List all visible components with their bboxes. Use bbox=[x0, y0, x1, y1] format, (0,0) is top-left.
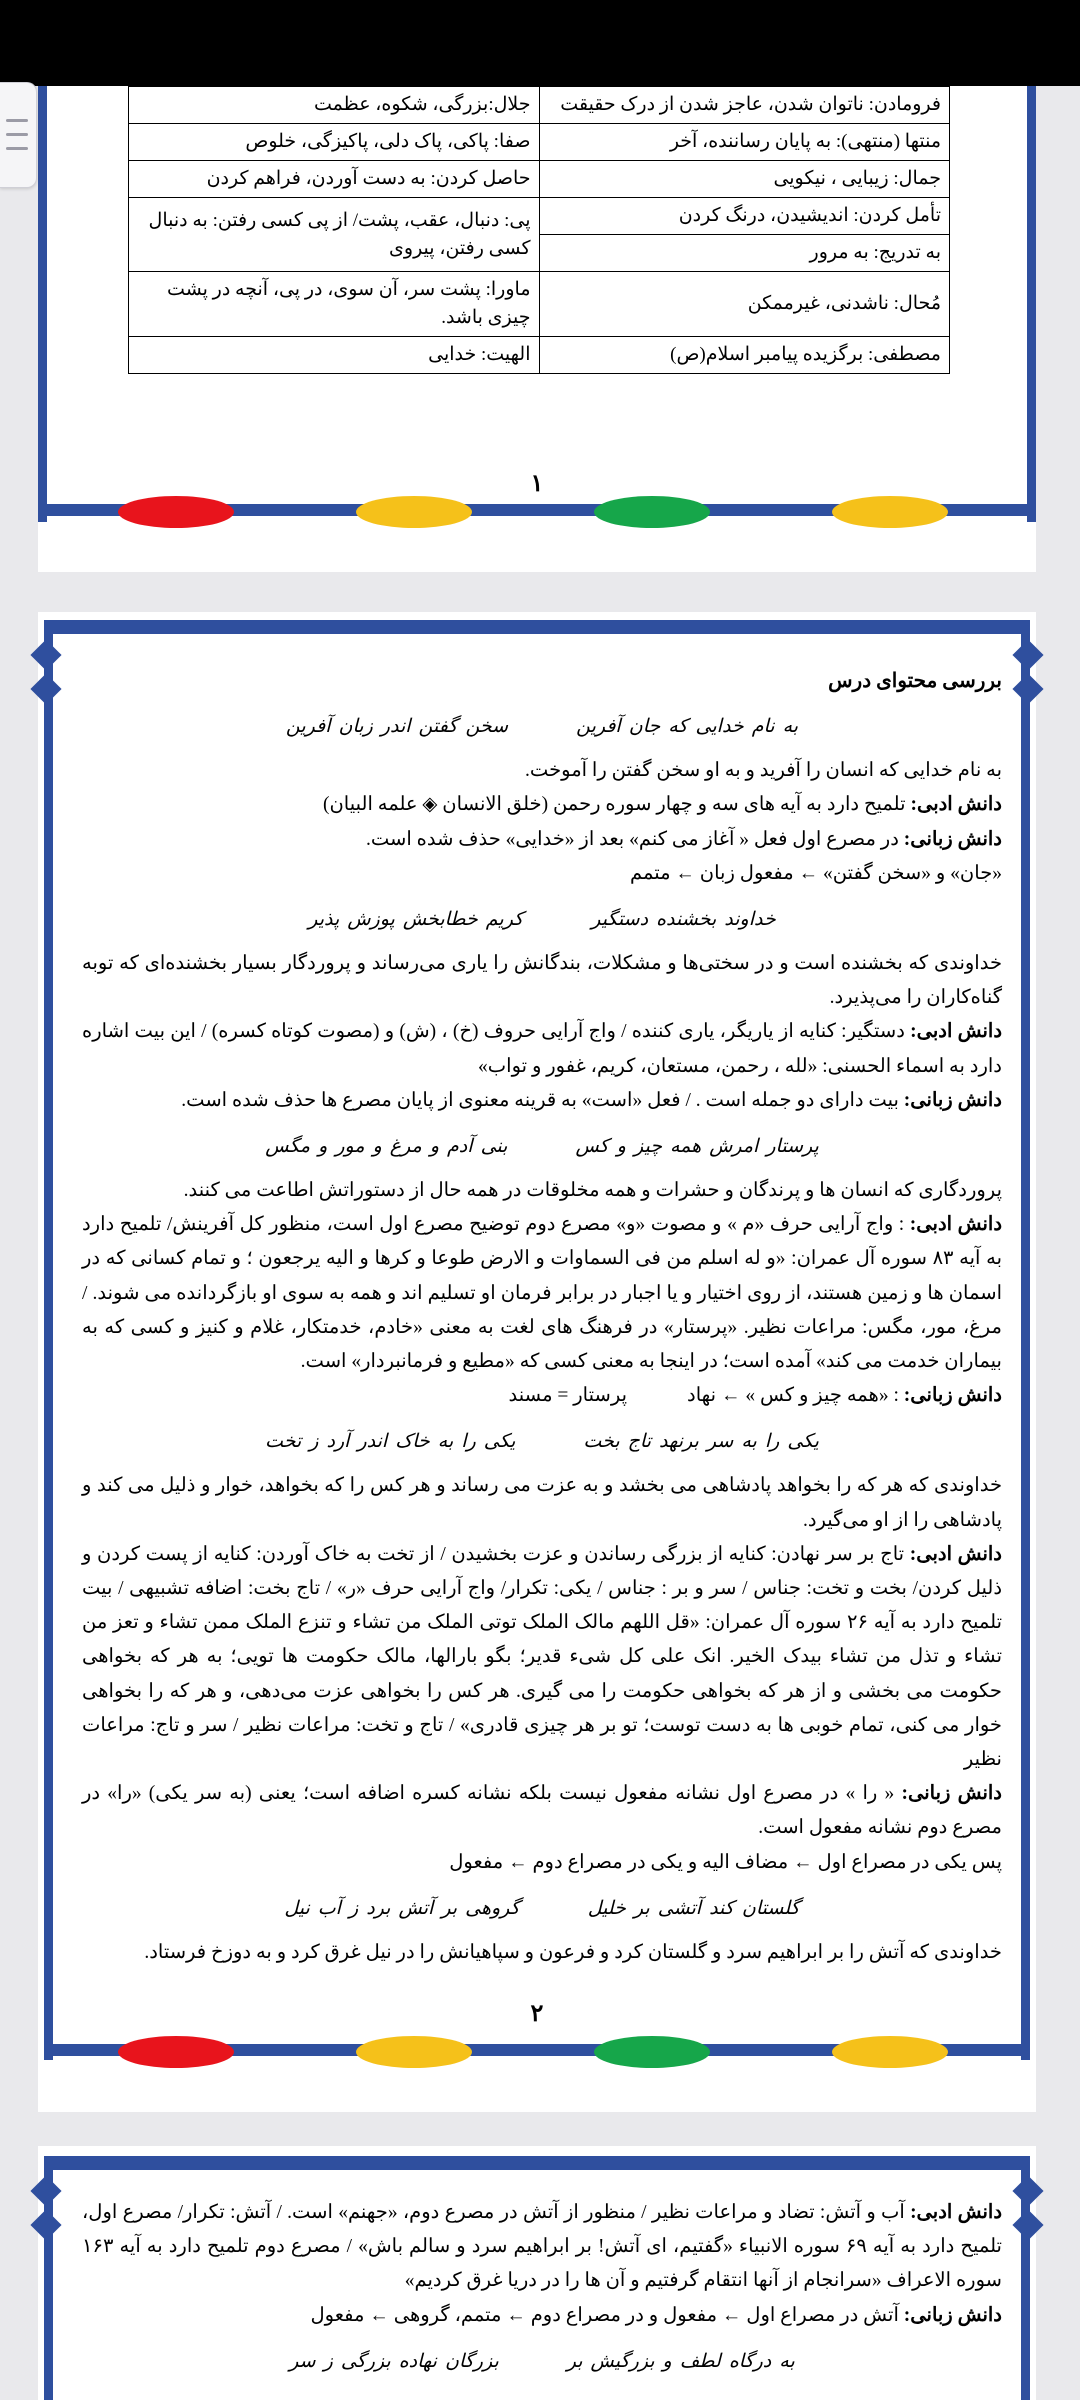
paragraph: خداوندی که بخشنده است و در سختی‌ها و مشکلات، بندگانش را یاری می‌رساند و پروردگار بسیار بخشنده‌ای که توبه گناه‌کاران را می‌پذیرد. bbox=[82, 953, 1002, 1009]
paragraph bbox=[82, 788, 1002, 822]
paragraph bbox=[82, 1084, 1002, 1118]
label-bold: دانش ادبی: bbox=[910, 794, 1002, 816]
diamond-decoration bbox=[30, 2175, 61, 2206]
paragraph bbox=[82, 1777, 1002, 1845]
side-menu-handle[interactable] bbox=[0, 82, 37, 188]
text: پرستار = مسند bbox=[508, 1385, 628, 1407]
poem-verse bbox=[82, 1413, 1002, 1469]
paragraph bbox=[82, 1015, 1002, 1083]
green-ellipse-decoration bbox=[594, 2036, 710, 2068]
diamond-decoration bbox=[1012, 673, 1043, 704]
table-cell: جلال:بزرگی، شکوه، عظمت bbox=[129, 87, 540, 124]
table-row bbox=[129, 124, 950, 161]
hemistich: به نام خدایی که جان آفرین bbox=[576, 715, 799, 738]
paragraph: خداوندی که هر که را بخواهد پادشاهی می بخشد و به عزت می رساند و هر کس را که بخواهد، خوار و ذلیل می کند و پادشاهی را از او می‌گیرد. bbox=[82, 1475, 1002, 1531]
yellow-ellipse-decoration bbox=[356, 496, 472, 528]
table-cell: الهیت: خدایی bbox=[129, 337, 540, 374]
table-cell: پی: دنبال، عقب، پشت/ از پی کسی رفتن: به دنبال کسی رفتن، پیروی bbox=[129, 198, 540, 272]
table-row bbox=[129, 161, 950, 198]
label-bold: دانش زبانی: bbox=[903, 828, 1002, 850]
table-cell: صفا: پاکی، پاک دلی، پاکیزگی، خلوص bbox=[129, 124, 540, 161]
label-bold: دانش ادبی: bbox=[909, 1543, 1002, 1565]
hemistich: سخن گفتن اندر زبان آفرین bbox=[285, 715, 509, 738]
yellow-ellipse-decoration bbox=[832, 2036, 948, 2068]
green-ellipse-decoration bbox=[594, 496, 710, 528]
hemistich: یکی را به سر برنهد تاج بخت bbox=[583, 1430, 819, 1453]
table-cell: به تدریج: به مرور bbox=[539, 235, 950, 272]
page-border-left bbox=[38, 86, 47, 522]
paragraph bbox=[82, 2196, 1002, 2299]
page-border-right bbox=[1027, 86, 1036, 522]
diamond-decoration bbox=[1012, 639, 1043, 670]
page-border-left bbox=[44, 620, 53, 2060]
hemistich: خداوند بخشنده دستگیر bbox=[591, 908, 776, 931]
hemistich: به درگاه لطف و بزرگیش بر bbox=[566, 2349, 795, 2372]
yellow-ellipse-decoration bbox=[832, 496, 948, 528]
text: « را » در مصرع اول نشانه مفعول نیست بلکه نشانه کسره اضافه است؛ یعنی (به سر یکی) «را» در مصرع دوم نشانه مفعول است. bbox=[82, 1783, 1002, 1839]
hemistich: بنی آدم و مرغ و مور و مگس bbox=[265, 1135, 508, 1158]
page-number: ۲ bbox=[530, 2001, 544, 2027]
paragraph bbox=[82, 2299, 1002, 2333]
section-heading: بررسی محتوای درس bbox=[828, 670, 1002, 692]
table-row bbox=[129, 337, 950, 374]
hemistich: کریم خطابخش پوزش پذیر bbox=[308, 908, 524, 931]
label-bold: دانش زبانی: bbox=[901, 1783, 1002, 1805]
document-page-2 bbox=[38, 612, 1036, 2112]
text: : واج آرایی حرف «م » و مصوت «و» مصرع دوم توضیح مصرع اول است، منظور کل آفرینش/ تلمیح دارد به آیه ۸۳ سوره آل عمران: «و له اسلم من فی السماوات و الارض طوعا و کرها و الیه یرجعون ؛ و تمام کسانی که در اسمان ها و زمین هستند، از روی اختیار و یا اجبار در برابر فرمان او تسلیم اند و همه به سوی او بازگردانده می شوند. / مرغ، مور، مگس: مراعات نظیر. «پرستار» در فرهنگ های لغت به معنی «خادم، خدمتکار، غلام و کنیز و کسی که به بیماران خدمت می کند» آمده است؛ در اینجا به معنی کسی که «مطیع و فرمانبردار» است. bbox=[82, 1214, 1002, 1373]
paragraph: پس یکی در مصراع اول ← مضاف الیه و یکی در مصراع دوم ← مفعول bbox=[449, 1851, 1002, 1873]
table-cell: مصطفی: برگزیده پیامبر اسلام(ص) bbox=[539, 337, 950, 374]
text: : «همه چیز و کس » ← نهاد bbox=[687, 1385, 904, 1407]
label-bold: دانش زبانی: bbox=[903, 1089, 1002, 1111]
diamond-decoration bbox=[30, 673, 61, 704]
page-number: ۱ bbox=[530, 471, 544, 497]
glossary-table bbox=[128, 86, 950, 374]
red-ellipse-decoration bbox=[118, 496, 234, 528]
hemistich: گلستان کند آتشی بر خلیل bbox=[587, 1896, 800, 1919]
text: بیت دارای دو جمله است . / فعل «است» به قرینه معنوی از پایان مصرع ها حذف شده است. bbox=[181, 1089, 904, 1111]
lesson-content bbox=[82, 664, 1002, 1970]
hemistich: گروهی بر آتش برد ز آب نیل bbox=[284, 1896, 520, 1919]
paragraph bbox=[82, 1208, 1002, 1379]
paragraph bbox=[82, 823, 1002, 857]
hemistich: یکی را به خاک اندر آرد ز تخت bbox=[265, 1430, 516, 1453]
poem-verse bbox=[82, 2333, 1002, 2389]
paragraph: خداوندی که آتش را بر ابراهیم سرد و گلستان کرد و فرعون و سپاهیانش را در نیل غرق کرد و به دوزخ فرستاد. bbox=[144, 1941, 1002, 1963]
document-page-1 bbox=[38, 86, 1036, 572]
hemistich: پرستار امرش همه چیز و کس bbox=[575, 1135, 819, 1158]
page-border-top bbox=[44, 2156, 1030, 2170]
diamond-decoration bbox=[1012, 2175, 1043, 2206]
table-row bbox=[129, 198, 950, 235]
label-bold: دانش زبانی: bbox=[903, 1385, 1002, 1407]
page-border-right bbox=[1021, 620, 1030, 2060]
text: تاج بر سر نهادن: کنایه از بزرگی رساندن و عزت بخشیدن / از تخت به خاک آوردن: کنایه از پست کردن و ذلیل کردن/ بخت و تخت: جناس / سر و بر : جناس / یکی: تکرار/ واج آرایی حرف «ر» / تاج بخت: اضافه تشبیهی / بیت تلمیح دارد به آیه ۲۶ سوره آل عمران: «قل اللهم مالک الملک توتی الملک من تشاء و تنزع الملک ممن تشاء و تعز من تشاء و تذل من تشاء بیدک الخیر. انک علی کل شیء قدیر؛ بگو بارالها، مالک حکومت ها تویی؛ به هر که بخواهی حکومت می بخشی و از هر که بخواهی حکومت را می گیری. هر کس را بخواهی عزت می‌دهی، و هر که را بخواهی خوار می کنی، تمام خوبی ها به دست توست؛ تو بر هر چیزی قادری» / تاج و تخت: مراعات نظیر / سر و تاج: مراعات نظیر bbox=[82, 1543, 1002, 1771]
text: دستگیر: کنایه از یاریگر، یاری کننده / واج آرایی حروف (خ) ، (ش) و (مصوت کوتاه کسره) / این بیت اشاره دارد به اسماء الحسنی: «لله ، رحمن، مستعان، کریم، غفور و تواب» bbox=[82, 1021, 1002, 1077]
paragraph: پروردگاری که انسان ها و پرندگان و حشرات و همه مخلوقات در همه حال از دستوراتش اطاعت می کنند. bbox=[183, 1180, 1002, 1202]
table-cell: مُحال: ناشدنی، غیرممکن bbox=[539, 272, 950, 337]
paragraph: «جان» و «سخن گفتن» ← مفعول زبان ← متمم bbox=[629, 862, 1002, 884]
table-row bbox=[129, 272, 950, 337]
page-border-top bbox=[44, 620, 1030, 634]
text: تلمیح دارد به آیه های سه و چهار سوره رحمن (خلق الانسان ◈ علمه البیان) bbox=[322, 794, 911, 816]
text: آتش در مصراع اول ← مفعول و در مصراع دوم ← متمم، گروهی ← مفعول bbox=[310, 2304, 904, 2326]
yellow-ellipse-decoration bbox=[356, 2036, 472, 2068]
diamond-decoration bbox=[30, 2209, 61, 2240]
text: آب و آتش: تضاد و مراعات نظیر / منظور از آتش در مصرع دوم، «جهنم» است. / آتش: تکرار/ مصرع اول، تلمیح دارد به آیه ۶۹ سوره الانبیاء «گفتیم، ای آتش! بر ابراهیم سرد و سالم باش» / مصرع دوم تلمیح دارد به آیه ۱۶۳ سوره الاعراف «سرانجام از آنها انتقام گرفتیم و آن ها را در دریا غرق کردیم» bbox=[82, 2202, 1002, 2292]
label-bold: دانش زبانی: bbox=[903, 2304, 1002, 2326]
label-bold: دانش ادبی: bbox=[909, 1214, 1003, 1236]
poem-verse bbox=[82, 891, 1002, 947]
hemistich: بزرگان نهاده بزرگی ز سر bbox=[289, 2349, 499, 2372]
table-cell: حاصل کردن: به دست آوردن، فراهم کردن bbox=[129, 161, 540, 198]
poem-verse bbox=[82, 1118, 1002, 1174]
paragraph: به نام خدایی که انسان را آفرید و به او سخن گفتن را آموخت. bbox=[525, 760, 1002, 782]
table-cell: فرومادن: ناتوان شدن، عاجز شدن از درک حقیقت bbox=[539, 87, 950, 124]
red-ellipse-decoration bbox=[118, 2036, 234, 2068]
status-bar bbox=[0, 0, 1080, 86]
label-bold: دانش ادبی: bbox=[910, 1021, 1002, 1043]
label-bold: دانش ادبی: bbox=[910, 2202, 1002, 2223]
lesson-content bbox=[82, 2196, 1002, 2389]
diamond-decoration bbox=[1012, 2209, 1043, 2240]
table-cell: جمال: زیبایی ، نیکویی bbox=[539, 161, 950, 198]
table-row bbox=[129, 87, 950, 124]
poem-verse bbox=[82, 1880, 1002, 1936]
table-cell: منتها (منتهی): به پایان رساننده، آخر bbox=[539, 124, 950, 161]
diamond-decoration bbox=[30, 639, 61, 670]
paragraph bbox=[82, 1379, 1002, 1413]
paragraph bbox=[82, 1538, 1002, 1777]
poem-verse bbox=[82, 698, 1002, 754]
table-cell: تأمل کردن: اندیشیدن، درنگ کردن bbox=[539, 198, 950, 235]
document-page-3 bbox=[38, 2146, 1036, 2400]
text: در مصرع اول فعل « آغاز می کنم» بعد از «خدایی» حذف شده است. bbox=[365, 828, 904, 850]
table-cell: ماورا: پشت سر، آن سوی، در پی، آنچه در پشت چیزی باشد. bbox=[129, 272, 540, 337]
